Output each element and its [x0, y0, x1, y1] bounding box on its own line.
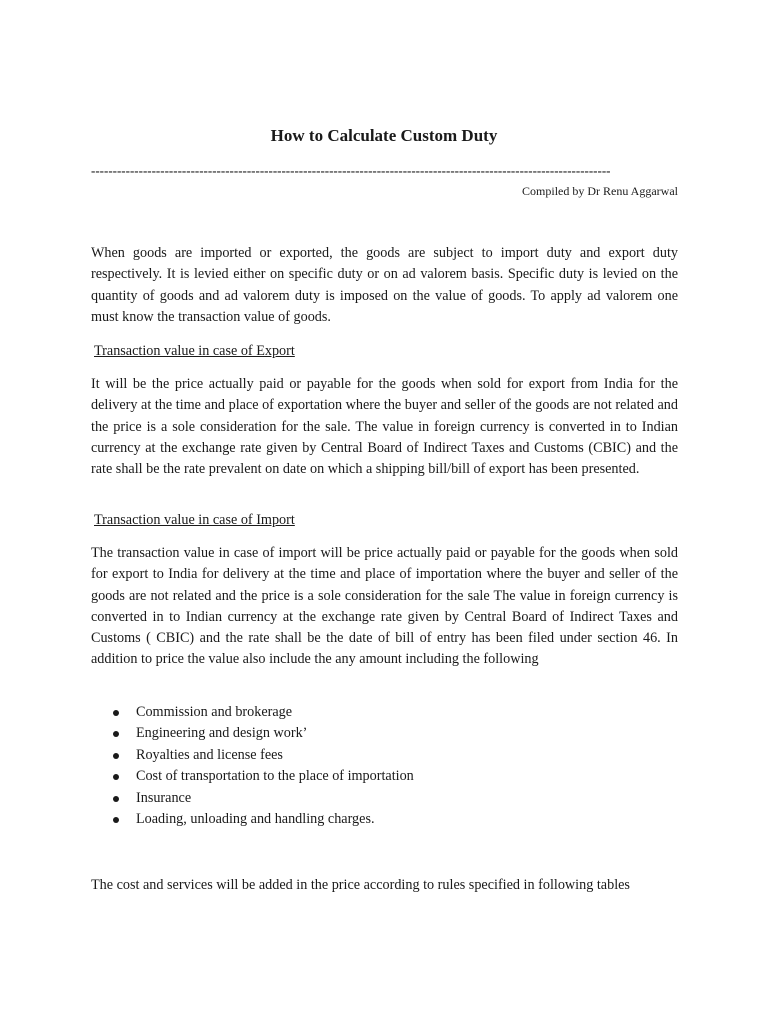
list-item	[91, 723, 414, 744]
bullet-icon	[113, 796, 119, 802]
bullet-icon	[113, 731, 119, 737]
list-item-text: Insurance	[136, 789, 192, 806]
author-byline: Compiled by Dr Renu Aggarwal	[522, 184, 678, 198]
import-paragraph: The transaction value in case of import will be price actually paid or payable for the goods when sold for export to India for delivery at the time and place of importation where the buyer and seller of the goods are not related and the price is a sole consideration for the sale The value in foreign currency is converted in to Indian currency at the exchange rate given by Central Board of Indirect Taxes and Customs ( CBIC) and the rate shall be the date of bill of entry has been filed under section 46. In addition to price the value also include the any amount including the following	[91, 545, 678, 668]
list-item	[91, 745, 414, 766]
list-item	[91, 809, 414, 830]
export-paragraph: It will be the price actually paid or payable for the goods when sold for export from India for the delivery at the time and place of exportation where the buyer and seller of the goods are not related and the price is a sole consideration for the sale. The value in foreign currency is converted in to Indian currency at the exchange rate given by Central Board of Indirect Taxes and Customs (CBIC) and the rate shall be the rate prevalent on date on which a shipping bill/bill of export has been presented.	[91, 376, 678, 478]
list-item	[91, 788, 414, 809]
list-item-text: Loading, unloading and handling charges.	[136, 811, 375, 828]
dashed-divider: ------------------------------------------------------------------------------------------------------------------------	[91, 163, 611, 178]
cost-items-list	[91, 702, 414, 830]
list-item	[91, 702, 414, 723]
bullet-icon	[113, 710, 119, 716]
list-item-text: Cost of transportation to the place of importation	[136, 768, 414, 785]
import-section-heading: Transaction value in case of Import	[94, 512, 295, 528]
bullet-icon	[113, 817, 119, 823]
closing-paragraph: The cost and services will be added in the price according to rules specified in following tables	[91, 877, 630, 893]
list-item-text: Engineering and design work’	[136, 725, 308, 742]
list-item	[91, 766, 414, 787]
export-section-heading: Transaction value in case of Export	[94, 343, 295, 359]
bullet-icon	[113, 774, 119, 780]
bullet-icon	[113, 753, 119, 759]
list-item-text: Royalties and license fees	[136, 746, 283, 763]
intro-paragraph: When goods are imported or exported, the goods are subject to import duty and export duty respectively. It is levied either on specific duty or on ad valorem basis. Specific duty is levied on the quantity of goods and ad valorem duty is imposed on the value of goods. To apply ad valorem one must know the transaction value of goods.	[91, 245, 678, 325]
list-item-text: Commission and brokerage	[136, 704, 293, 720]
document-title: How to Calculate Custom Duty	[270, 126, 498, 145]
